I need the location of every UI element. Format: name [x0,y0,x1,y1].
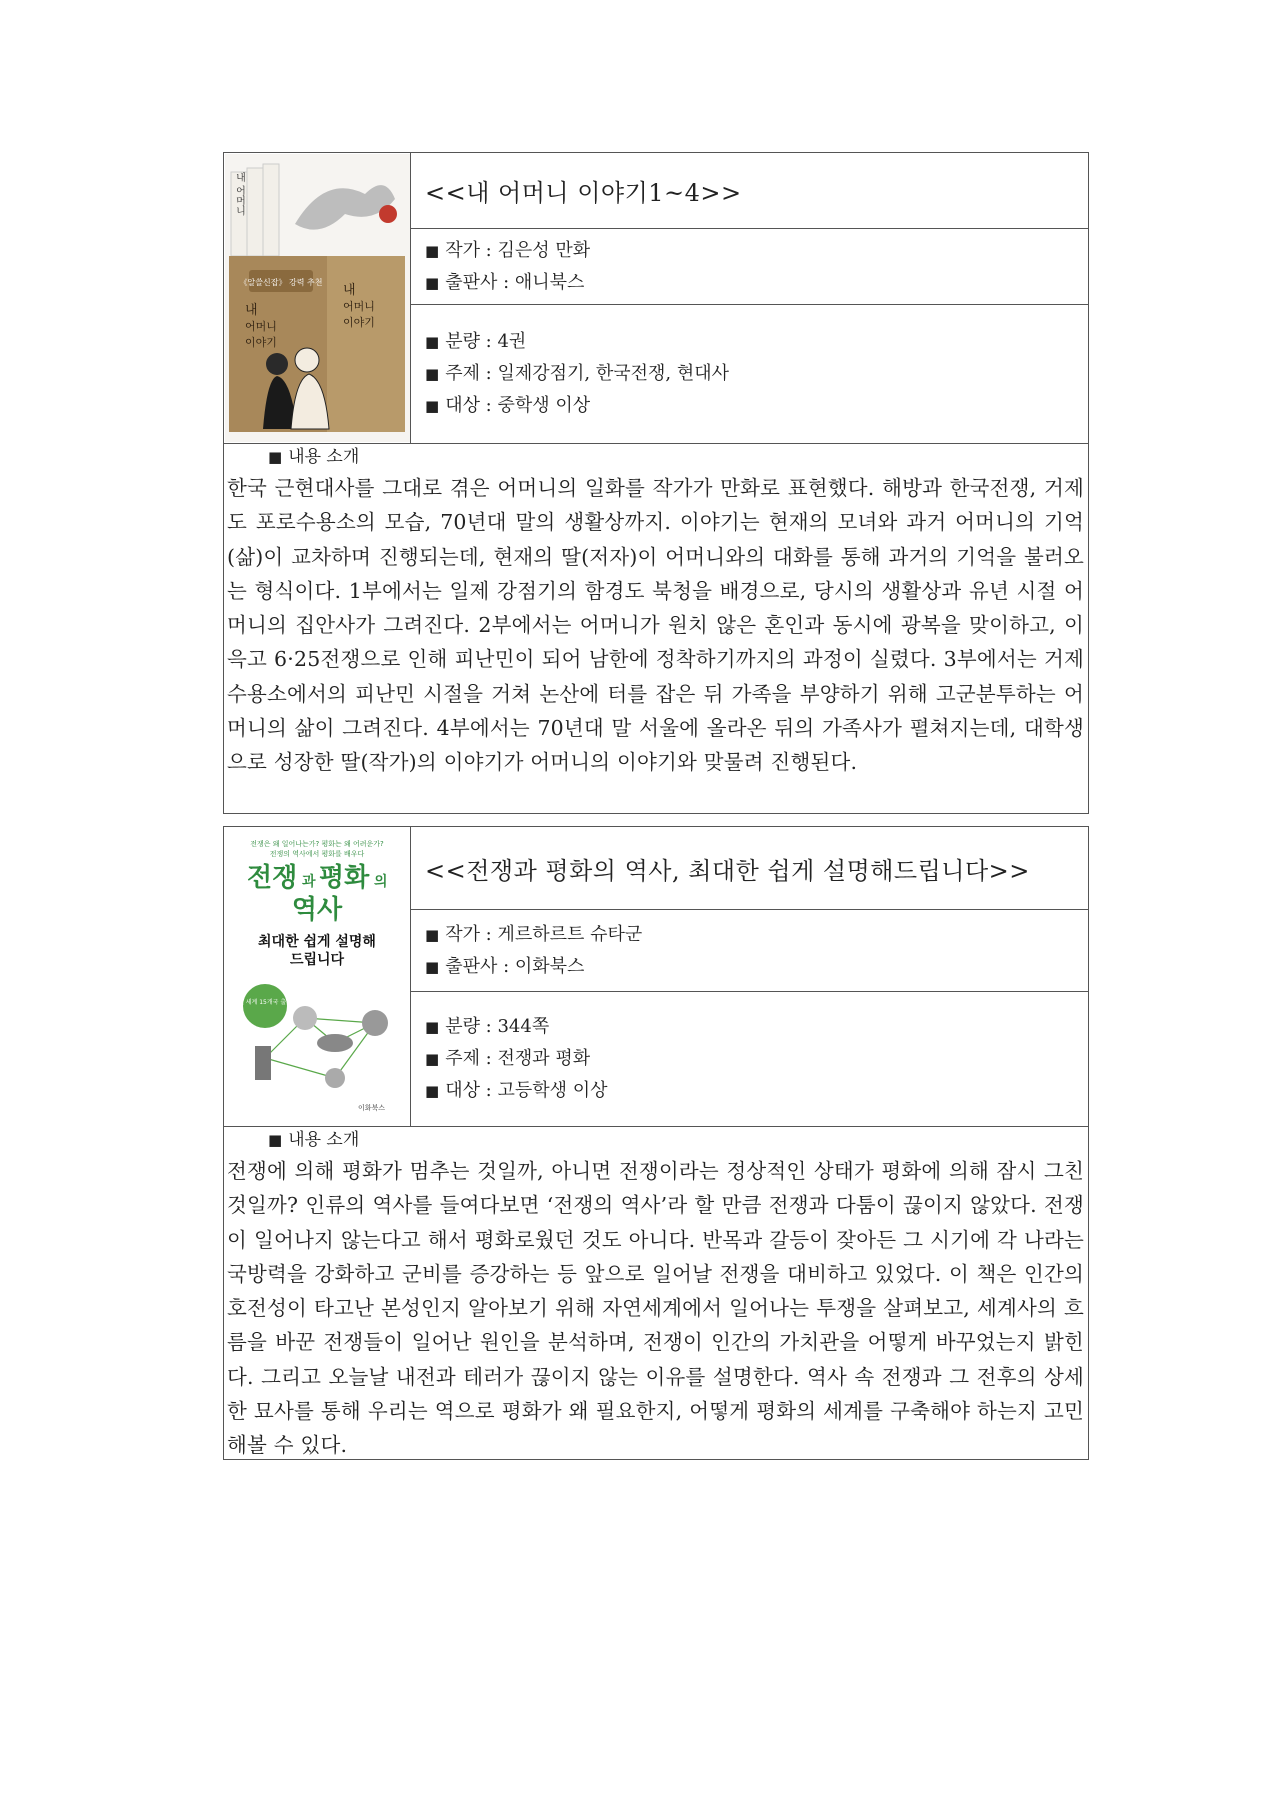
svg-text:전쟁: 전쟁 [246,863,297,893]
volume-line: ■ 분량 : 4권 [425,331,527,352]
black-square-icon: ■ [425,925,440,944]
black-square-icon: ■ [425,957,440,976]
svg-text:어머니: 어머니 [244,320,277,333]
intro-text: 전쟁에 의해 평화가 멈추는 것일까, 아니면 전쟁이라는 정상적인 상태가 평화에 의해 잠시 그친 것일까? 인류의 역사를 들여다보면 ‘전쟁의 역사’라 할 만큼 전쟁과 다툼이 끊이지 않았다. 전쟁이 일어나지 않는다고 해서 평화로웠던 것도 아니다. 반목과 갈등이 잦아든 그 시기에 각 나라는 국방력을 강화하고 군비를 증강하는 등 앞으로 일어날 전쟁을 대비하고 있었다. 이 책은 인간의 호전성이 타고난 본성인지 알아보기 위해 자연세계에서 일어나는 투쟁을 살펴보고, 세계사의 흐름을 바꾼 전쟁들이 일어난 원인을 분석하며, 전쟁이 인간의 가치관을 어떻게 바꾸었는지 밝힌다. 그리고 오늘날 내전과 테러가 끊이지 않는 이유를 설명한다. 역사 속 전쟁과 그 전후의 상세한 묘사를 통해 우리는 역으로 평화가 왜 필요한지, 어떻게 평화의 세계를 구축해야 하는지 고민해볼 수 있다. [227,1159,1084,1458]
cover-illustration-icon [225,828,410,1125]
svg-text:역사: 역사 [291,895,342,925]
black-square-icon: ■ [425,241,440,260]
theme-line: ■ 주제 : 일제강점기, 한국전쟁, 현대사 [425,363,730,384]
svg-text:전 세계 15개국 출간: 전 세계 15개국 출간 [237,999,292,1006]
intro-label: ■ 내용 소개 [268,447,360,467]
svg-text:드립니다: 드립니다 [289,952,344,968]
publisher-line: ■ 출판사 : 애니북스 [425,271,585,293]
black-square-icon: ■ [425,365,440,383]
book-entry-1 [223,152,1089,814]
book-meta [411,827,1088,1126]
cover-illustration-icon [225,154,410,442]
black-square-icon: ■ [425,333,440,351]
svg-text:이화북스: 이화북스 [357,1104,385,1112]
black-square-icon: ■ [425,273,440,292]
svg-text:평화: 평화 [318,863,369,893]
intro-label: ■ 내용 소개 [268,1130,360,1150]
author-publisher [411,910,1088,992]
author-line: ■ 작가 : 게르하르트 슈타군 [425,923,643,945]
volume-line: ■ 분량 : 344쪽 [425,1016,550,1037]
book-meta [411,153,1088,443]
black-square-icon: ■ [268,1131,283,1149]
svg-text:《알쓸신잡》 강력 추천: 《알쓸신잡》 강력 추천 [239,278,322,287]
book-title: <<내 어머니 이야기1~4>> [411,153,1088,229]
black-square-icon: ■ [268,448,283,466]
svg-text:어머니: 어머니 [342,300,375,313]
book-cover-image [224,827,411,1126]
author-publisher [411,229,1088,305]
book-cover-image [224,153,411,443]
black-square-icon: ■ [425,1050,440,1068]
publisher-line: ■ 출판사 : 이화북스 [425,955,585,977]
svg-text:과: 과 [301,874,316,890]
theme-line: ■ 주제 : 전쟁과 평화 [425,1048,591,1069]
black-square-icon: ■ [425,1082,440,1100]
book-entry-2 [223,826,1089,1460]
svg-text:전쟁은 왜 일어나는가? 평화는 왜 어려운가?: 전쟁은 왜 일어나는가? 평화는 왜 어려운가? [249,840,384,848]
svg-text:의: 의 [373,874,388,890]
book-title: <<전쟁과 평화의 역사, 최대한 쉽게 설명해드립니다>> [411,827,1088,910]
audience-line: ■ 대상 : 고등학생 이상 [425,1080,608,1101]
book-specs [411,992,1088,1126]
svg-text:내: 내 [244,303,258,318]
audience-line: ■ 대상 : 중학생 이상 [425,395,591,416]
svg-text:최대한 쉽게 설명해: 최대한 쉽게 설명해 [257,934,376,950]
author-line: ■ 작가 : 김은성 만화 [425,239,591,261]
svg-text:이야기: 이야기 [244,336,277,349]
svg-text:전쟁의 역사에서 평화를 배우다: 전쟁의 역사에서 평화를 배우다 [269,850,364,858]
intro-text: 한국 근현대사를 그대로 겪은 어머니의 일화를 작가가 만화로 표현했다. 해방과 한국전쟁, 거제도 포로수용소의 모습, 70년대 말의 생활상까지. 이야기는 현재의 모녀와 과거 어머니의 기억(삶)이 교차하며 진행되는데, 현재의 딸(저자)이 어머니와의 대화를 통해 과거의 기억을 불러오는 형식이다. 1부에서는 일제 강점기의 함경도 북청을 배경으로, 당시의 생활상과 유년 시절 어머니의 집안사가 그려진다. 2부에서는 어머니가 원치 않은 혼인과 동시에 광복을 맞이하고, 이윽고 6·25전쟁으로 인해 피난민이 되어 남한에 정착하기까지의 과정이 실렸다. 3부에서는 거제 수용소에서의 피난민 시절을 거쳐 논산에 터를 잡은 뒤 가족을 부양하기 위해 고군분투하는 어머니의 삶이 그려진다. 4부에서는 70년대 말 서울에 올라온 뒤의 가족사가 펼쳐지는데, 대학생으로 성장한 딸(작가)의 이야기가 어머니의 이야기와 맞물려 진행된다. [227,476,1084,775]
book-header [224,827,1088,1127]
book-header [224,153,1088,444]
svg-text:내 어머니: 내 어머니 [233,172,244,216]
svg-text:내: 내 [342,283,356,298]
black-square-icon: ■ [425,1018,440,1036]
svg-text:이야기: 이야기 [342,316,375,329]
black-square-icon: ■ [425,397,440,415]
book-specs [411,305,1088,443]
